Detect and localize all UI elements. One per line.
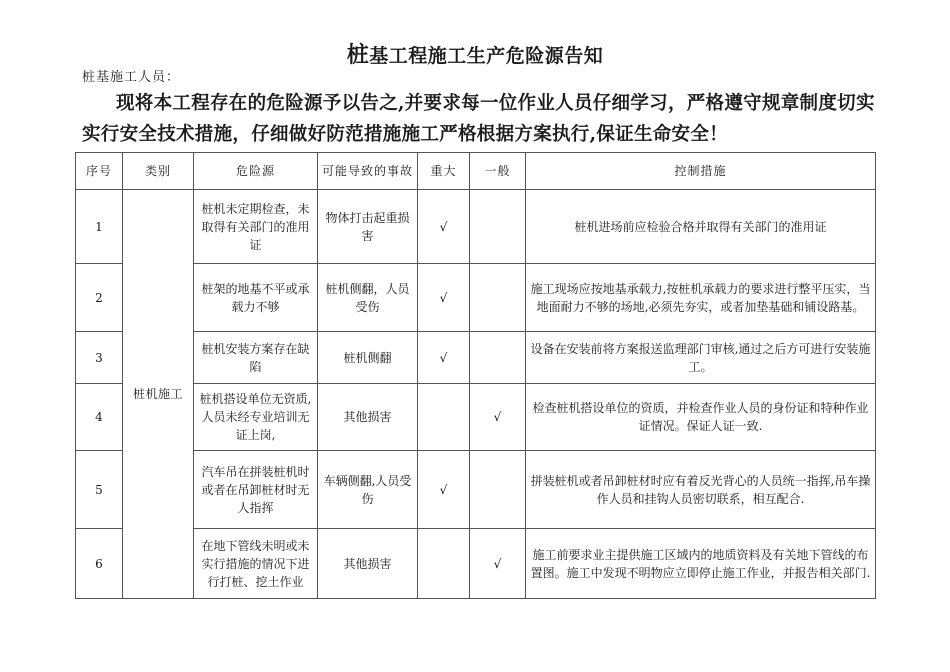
table-row [76,384,876,451]
cell-no: 5 [76,451,123,529]
cell-control: 桩机进场前应检验合格并取得有关部门的准用证 [526,190,876,264]
intro-text: 现将本工程存在的危险源予以告之,并要求每一位作业人员仔细学习，严格遵守规章制度切实实行安全技术措施，仔细做好防范措施施工严格根据方案执行,保证生命安全！ [82,93,875,145]
cell-control: 检查桩机搭设单位的资质，并检查作业人员的身份证和特种作业证情况。保证人证一致. [526,384,876,451]
cell-control: 设备在安装前将方案报送监理部门审核,通过之后方可进行安装施工。 [526,332,876,384]
cell-general [470,332,526,384]
table-row [76,190,876,264]
cell-accident: 桩机侧翻 [318,332,418,384]
cell-no: 3 [76,332,123,384]
cell-general [470,451,526,529]
header-hazard: 危险源 [194,153,318,190]
cell-major: √ [418,264,470,332]
cell-hazard: 在地下管线未明或未实行措施的情况下进行打桩、挖土作业 [194,529,318,599]
header-accident: 可能导致的事故 [318,153,418,190]
cell-accident: 桩机侧翻，人员受伤 [318,264,418,332]
cell-no: 4 [76,384,123,451]
cell-hazard: 汽车吊在拼装桩机时或者在吊卸桩材时无人指挥 [194,451,318,529]
table-row [76,264,876,332]
cell-hazard: 桩机搭设单位无资质,人员未经专业培训无证上岗, [194,384,318,451]
header-no: 序号 [76,153,123,190]
header-control: 控制措施 [526,153,876,190]
cell-accident: 其他损害 [318,529,418,599]
header-general: 一般 [470,153,526,190]
intro-paragraph [82,88,882,150]
title-first-char: 桩 [346,42,370,68]
cell-control: 施工前要求业主提供施工区域内的地质资料及有关地下管线的布置图。施工中发现不明物应立即停止施工作业，并报告相关部门. [526,529,876,599]
header-category: 类别 [123,153,194,190]
cell-hazard: 桩机安装方案存在缺陷 [194,332,318,384]
table-header-row [76,153,876,190]
cell-hazard: 桩机未定期检查，未取得有关部门的准用证 [194,190,318,264]
cell-general [470,190,526,264]
cell-accident: 物体打击起重损害 [318,190,418,264]
cell-no: 6 [76,529,123,599]
cell-control: 施工现场应按地基承载力,按桩机承载力的要求进行整平压实，当地面耐力不够的场地,必须先夯实，或者加垫基础和铺设路基。 [526,264,876,332]
hazard-table [75,152,876,599]
table-row [76,332,876,384]
cell-accident: 其他损害 [318,384,418,451]
cell-accident: 车辆侧翻,人员受伤 [318,451,418,529]
header-major: 重大 [418,153,470,190]
addressee-line: 桩基施工人员： [82,70,181,85]
cell-major: √ [418,332,470,384]
table-row [76,451,876,529]
table-row [76,529,876,599]
cell-major: √ [418,190,470,264]
cell-general: √ [470,384,526,451]
cell-hazard: 桩架的地基不平或承载力不够 [194,264,318,332]
cell-major: √ [418,451,470,529]
cell-no: 1 [76,190,123,264]
cell-general [470,264,526,332]
cell-general: √ [470,529,526,599]
cell-control: 拼装桩机或者吊卸桩材时应有着反光背心的人员统一指挥,吊车操作人员和挂钩人员密切联系，相互配合. [526,451,876,529]
cell-category: 桩机施工 [123,190,194,599]
cell-major [418,384,470,451]
title-rest: 基工程施工生产危险源告知 [369,45,604,67]
page-title [0,38,950,69]
cell-no: 2 [76,264,123,332]
cell-major [418,529,470,599]
